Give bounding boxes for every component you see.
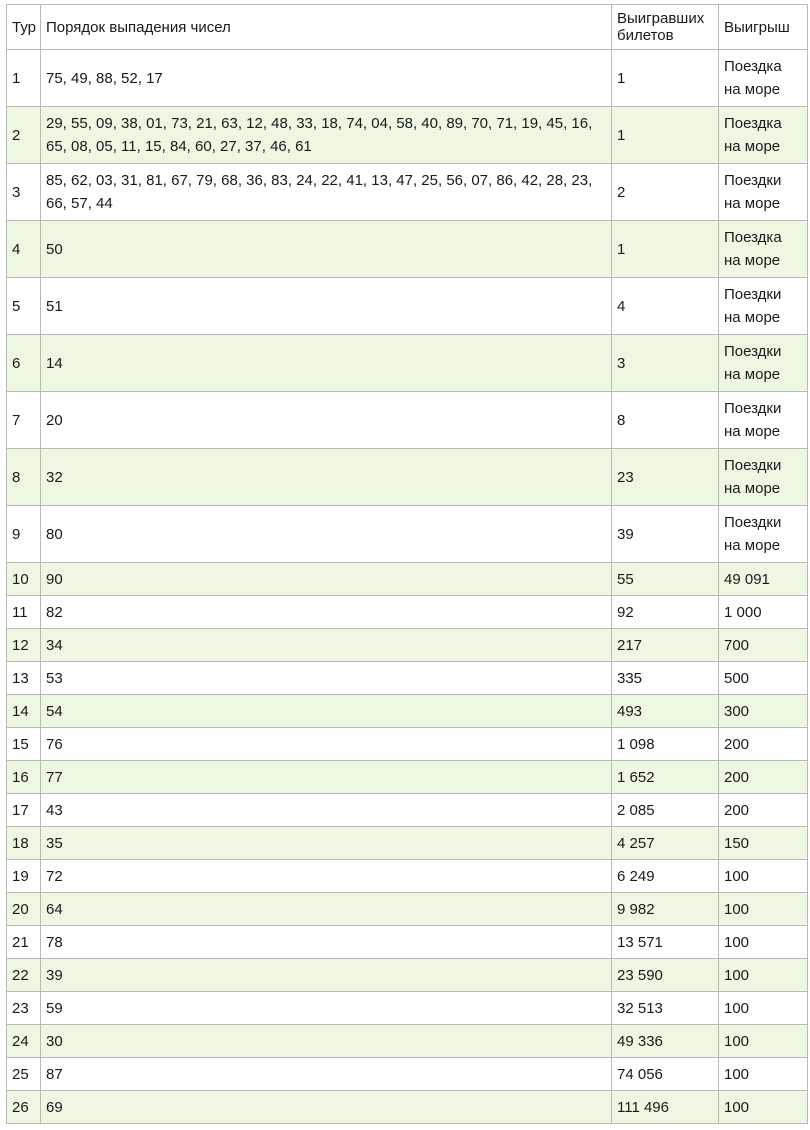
cell-tour: 18 [7, 827, 41, 860]
cell-tour: 16 [7, 761, 41, 794]
cell-numbers: 72 [41, 860, 612, 893]
cell-prize: 500 [719, 662, 808, 695]
cell-winners: 23 [612, 449, 719, 506]
table-row [7, 335, 808, 392]
cell-winners: 2 085 [612, 794, 719, 827]
table-row [7, 662, 808, 695]
cell-numbers: 76 [41, 728, 612, 761]
table-row [7, 1058, 808, 1091]
table-row [7, 1025, 808, 1058]
cell-winners: 1 [612, 221, 719, 278]
cell-prize: 100 [719, 1058, 808, 1091]
cell-winners: 217 [612, 629, 719, 662]
cell-winners: 111 496 [612, 1091, 719, 1124]
cell-winners: 49 336 [612, 1025, 719, 1058]
header-row [7, 5, 808, 50]
cell-tour: 21 [7, 926, 41, 959]
cell-tour: 24 [7, 1025, 41, 1058]
cell-numbers: 29, 55, 09, 38, 01, 73, 21, 63, 12, 48, 33, 18, 74, 04, 58, 40, 89, 70, 71, 19, 45, 16, 65, 08, 05, 11, 15, 84, 60, 27, 37, 46, 61 [41, 107, 612, 164]
cell-numbers: 43 [41, 794, 612, 827]
table-row [7, 992, 808, 1025]
cell-winners: 9 982 [612, 893, 719, 926]
cell-winners: 4 [612, 278, 719, 335]
cell-tour: 1 [7, 50, 41, 107]
cell-prize: Поездки на море [719, 335, 808, 392]
cell-tour: 6 [7, 335, 41, 392]
cell-prize: 300 [719, 695, 808, 728]
cell-tour: 12 [7, 629, 41, 662]
cell-tour: 8 [7, 449, 41, 506]
cell-numbers: 90 [41, 563, 612, 596]
table-row [7, 761, 808, 794]
cell-prize: 1 000 [719, 596, 808, 629]
cell-numbers: 14 [41, 335, 612, 392]
table-row [7, 629, 808, 662]
cell-prize: Поездка на море [719, 50, 808, 107]
cell-tour: 3 [7, 164, 41, 221]
cell-tour: 15 [7, 728, 41, 761]
cell-numbers: 75, 49, 88, 52, 17 [41, 50, 612, 107]
cell-prize: 200 [719, 728, 808, 761]
cell-numbers: 51 [41, 278, 612, 335]
cell-tour: 13 [7, 662, 41, 695]
cell-prize: 100 [719, 959, 808, 992]
cell-winners: 32 513 [612, 992, 719, 1025]
cell-tour: 9 [7, 506, 41, 563]
cell-tour: 7 [7, 392, 41, 449]
table-row [7, 926, 808, 959]
table-row [7, 794, 808, 827]
table-row [7, 221, 808, 278]
cell-prize: 100 [719, 893, 808, 926]
header-tour: Тур [7, 5, 41, 50]
cell-numbers: 30 [41, 1025, 612, 1058]
cell-tour: 19 [7, 860, 41, 893]
cell-numbers: 32 [41, 449, 612, 506]
table-row [7, 563, 808, 596]
cell-numbers: 87 [41, 1058, 612, 1091]
cell-prize: Поездка на море [719, 107, 808, 164]
cell-tour: 22 [7, 959, 41, 992]
cell-prize: 200 [719, 794, 808, 827]
cell-tour: 14 [7, 695, 41, 728]
cell-prize: 100 [719, 992, 808, 1025]
cell-prize: 200 [719, 761, 808, 794]
cell-tour: 2 [7, 107, 41, 164]
cell-winners: 2 [612, 164, 719, 221]
cell-winners: 92 [612, 596, 719, 629]
cell-winners: 6 249 [612, 860, 719, 893]
cell-winners: 1 [612, 50, 719, 107]
cell-prize: 100 [719, 926, 808, 959]
results-body [7, 50, 808, 1124]
table-row [7, 278, 808, 335]
table-row [7, 893, 808, 926]
cell-numbers: 85, 62, 03, 31, 81, 67, 79, 68, 36, 83, 24, 22, 41, 13, 47, 25, 56, 07, 86, 42, 28, 23, 66, 57, 44 [41, 164, 612, 221]
cell-winners: 3 [612, 335, 719, 392]
cell-winners: 335 [612, 662, 719, 695]
cell-tour: 11 [7, 596, 41, 629]
table-row [7, 1091, 808, 1124]
cell-tour: 17 [7, 794, 41, 827]
cell-prize: 100 [719, 1025, 808, 1058]
cell-tour: 4 [7, 221, 41, 278]
cell-winners: 4 257 [612, 827, 719, 860]
table-row [7, 107, 808, 164]
cell-winners: 1 098 [612, 728, 719, 761]
cell-prize: Поездки на море [719, 449, 808, 506]
cell-numbers: 53 [41, 662, 612, 695]
cell-winners: 13 571 [612, 926, 719, 959]
cell-numbers: 39 [41, 959, 612, 992]
table-row [7, 449, 808, 506]
cell-winners: 55 [612, 563, 719, 596]
cell-prize: 100 [719, 860, 808, 893]
cell-prize: 150 [719, 827, 808, 860]
table-row [7, 728, 808, 761]
cell-tour: 5 [7, 278, 41, 335]
cell-numbers: 35 [41, 827, 612, 860]
cell-winners: 493 [612, 695, 719, 728]
table-row [7, 959, 808, 992]
cell-numbers: 59 [41, 992, 612, 1025]
cell-winners: 39 [612, 506, 719, 563]
cell-prize: 49 091 [719, 563, 808, 596]
results-table [6, 4, 808, 1124]
cell-prize: Поездки на море [719, 278, 808, 335]
cell-tour: 10 [7, 563, 41, 596]
cell-numbers: 77 [41, 761, 612, 794]
cell-prize: Поездки на море [719, 392, 808, 449]
cell-prize: Поездки на море [719, 164, 808, 221]
cell-winners: 1 652 [612, 761, 719, 794]
table-row [7, 392, 808, 449]
cell-tour: 25 [7, 1058, 41, 1091]
cell-numbers: 34 [41, 629, 612, 662]
cell-winners: 8 [612, 392, 719, 449]
cell-tour: 26 [7, 1091, 41, 1124]
cell-numbers: 69 [41, 1091, 612, 1124]
cell-numbers: 78 [41, 926, 612, 959]
cell-numbers: 80 [41, 506, 612, 563]
table-row [7, 827, 808, 860]
cell-numbers: 54 [41, 695, 612, 728]
table-row [7, 695, 808, 728]
header-order: Порядок выпадения чисел [41, 5, 612, 50]
cell-prize: Поездки на море [719, 506, 808, 563]
cell-numbers: 50 [41, 221, 612, 278]
cell-prize: 100 [719, 1091, 808, 1124]
cell-numbers: 20 [41, 392, 612, 449]
cell-tour: 20 [7, 893, 41, 926]
table-row [7, 506, 808, 563]
cell-winners: 74 056 [612, 1058, 719, 1091]
cell-numbers: 64 [41, 893, 612, 926]
table-row [7, 164, 808, 221]
cell-prize: 700 [719, 629, 808, 662]
table-row [7, 596, 808, 629]
cell-winners: 23 590 [612, 959, 719, 992]
table-row [7, 860, 808, 893]
table-row [7, 50, 808, 107]
cell-numbers: 82 [41, 596, 612, 629]
cell-winners: 1 [612, 107, 719, 164]
cell-tour: 23 [7, 992, 41, 1025]
cell-prize: Поездка на море [719, 221, 808, 278]
header-winners: Выигравших билетов [612, 5, 719, 50]
header-prize: Выигрыш [719, 5, 808, 50]
